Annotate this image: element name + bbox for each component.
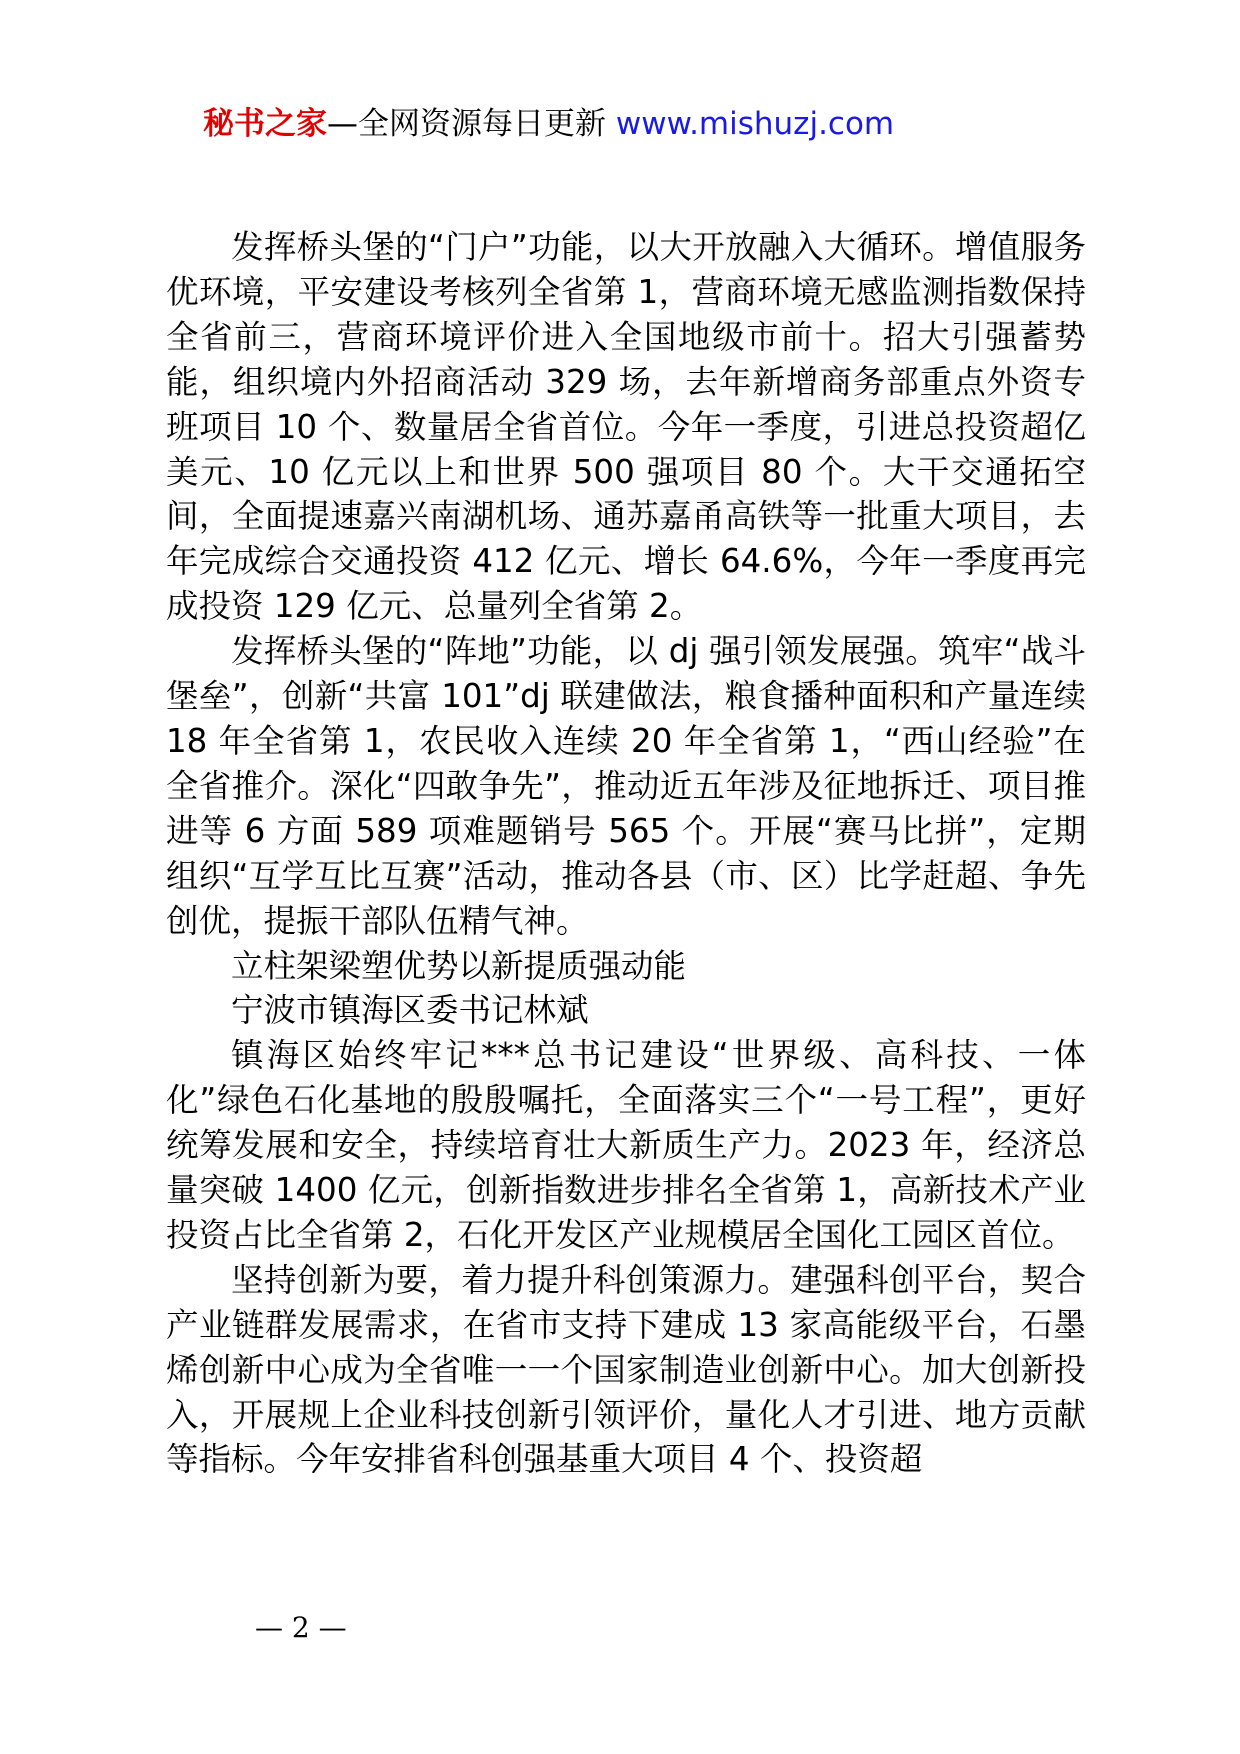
page-number: — 2 — bbox=[255, 1611, 347, 1644]
paragraph-gateway-function: 发挥桥头堡的“门户”功能，以大开放融入大循环。增值服务优环境，平安建设考核列全省第 1，营商环境无感监测指数保持全省前三，营商环境评价进入全国地级市前十。招大引强蓄势能，组织境内外招商活动 329 场，去年新增商务部重点外资专班项目 10 个、数量居全省首位。今年一季度，引进总投资超亿美元、10 亿元以上和世界 500 强项目 80 个。大干交通拓空间，全面提速嘉兴南湖机场、通苏嘉甬高铁等一批重大项目，去年完成综合交通投资 412 亿元、增长 64.6%，今年一季度再完成投资 129 亿元、总量列全省第 2。 bbox=[166, 228, 1086, 626]
website-link[interactable]: www.mishuzj.com bbox=[615, 106, 895, 142]
site-header bbox=[203, 102, 894, 146]
paragraph-innovation: 坚持创新为要，着力提升科创策源力。建强科创平台，契合产业链群发展需求，在省市支持下建成 13 家高能级平台，石墨烯创新中心成为全省唯一一个国家制造业创新中心。加大创新投入，开展规上企业科技创新引领评价，量化人才引进、地方贡献等指标。今年安排省科创强基重大项目 4 个、投资超 bbox=[166, 1260, 1086, 1479]
paragraph-zhenhai-intro: 镇海区始终牢记***总书记建设“世界级、高科技、一体化”绿色石化基地的殷殷嘱托，全面落实三个“一号工程”，更好统筹发展和安全，持续培育壮大新质生产力。2023 年，经济总量突破 1400 亿元，创新指数进步排名全省第 1，高新技术产业投资占比全省第 2，石化开发区产业规模居全国化工园区首位。 bbox=[166, 1036, 1086, 1254]
section-heading: 立柱架梁塑优势以新提质强动能 bbox=[231, 946, 687, 985]
document-body bbox=[166, 225, 1086, 1482]
brand-name: 秘书之家 bbox=[203, 106, 327, 142]
paragraph-position-function: 发挥桥头堡的“阵地”功能，以 dj 强引领发展强。筑牢“战斗堡垒”，创新“共富 101”dj 联建做法，粮食播种面积和产量连续 18 年全省第 1，农民收入连续 20 年全省第 1，“西山经验”在全省推介。深化“四敢争先”，推动近五年涉及征地拆迁、项目推进等 6 方面 589 项难题销号 565 个。开展“赛马比拼”，定期组织“互学互比互赛”活动，推动各县（市、区）比学赶超、争先创优，提振干部队伍精气神。 bbox=[166, 632, 1086, 940]
author-line: 宁波市镇海区委书记林斌 bbox=[231, 991, 589, 1030]
header-tagline: —全网资源每日更新 bbox=[327, 106, 616, 142]
